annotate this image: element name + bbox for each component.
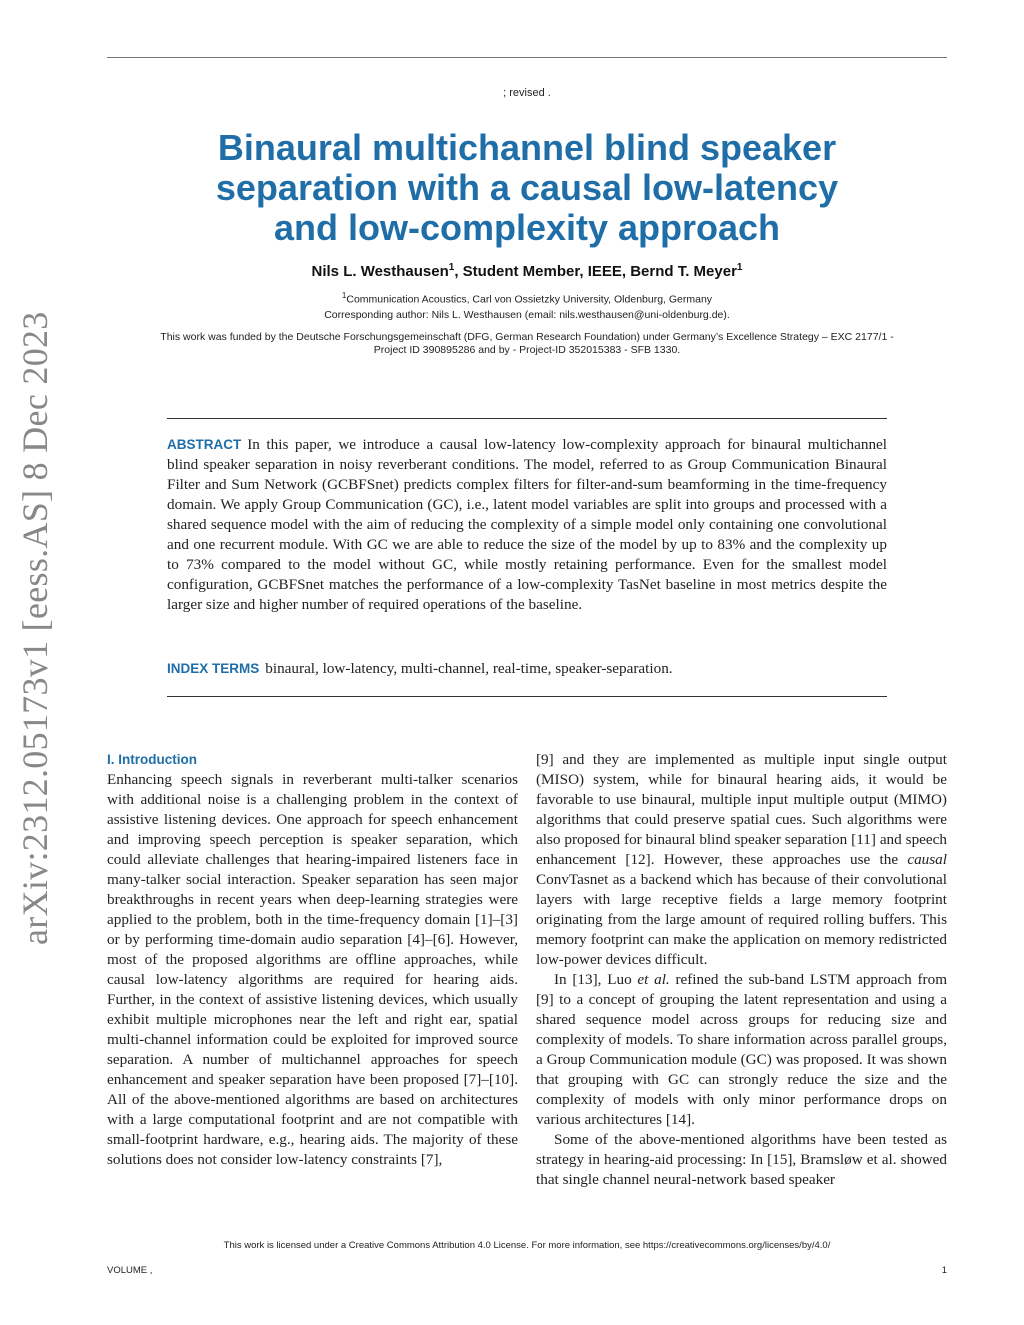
intro-paragraph-1: Enhancing speech signals in reverberant multi-talker scenarios with additional noise is a challenging problem in the context of assistive listening devices. One approach for speech enhancement and improving speech perception is speaker separation, which could alleviate challenges that hearing-impaired listeners face in many-talker social interaction. Speaker separation has seen major breakthroughs in recent years when deep-learning strategies were applied to the problem, both in the time-frequency domain [1]–[3] or by performing time-domain audio separation [4]–[6]. However, most of the proposed algorithms are offline approaches, while causal low-latency algorithms are required for hearing aids. Further, in the context of assistive listening devices, which usually exhibit multiple microphones near the left and right ear, spatial multi-channel information could be exploited for improved source separation. A number of multichannel approaches for speech enhancement and speaker separation have been proposed [7]–[10]. All of the above-mentioned algorithms are based on architectures with a large computational footprint and are not compatible with small-footprint hardware, e.g., hearing aids. The majority of these solutions does not consider low-latency constraints [7], [107, 771, 518, 1168]
emphasis-causal: causal [907, 851, 947, 868]
author-2-affil-mark: 1 [736, 262, 743, 273]
author-1-affil-mark: 1 [448, 262, 455, 273]
arxiv-stamp: arXiv:2312.05173v1 [eess.AS] 8 Dec 2023 [15, 311, 55, 945]
emphasis-et-al: et al. [637, 971, 670, 988]
intro-paragraph-2-b: ConvTasnet as a backend which has because of their convolutional layers with large receptive fields a large memory footprint originating from the large amount of required rolling buffers. This memory footprint can make the application on memory redistricted low-power devices difficult. [536, 871, 947, 968]
paper-title: Binaural multichannel blind speaker separation with a causal low-latency and low-complexity approach [215, 127, 839, 248]
index-terms-label: INDEX TERMS [167, 661, 260, 676]
intro-paragraph-3-a: In [13], Luo [554, 971, 638, 988]
funding-note: This work was funded by the Deutsche Forschungsgemeinschaft (DFG, German Research Foundation) under Germany’s Excellence Strategy – EXC 2177/1 - Project ID 390895286 and by - Project-ID 352015383 - SFB 1330. [160, 331, 894, 356]
author-1-name: Nils L. Westhausen [311, 263, 449, 280]
revision-note: ; revised . [503, 87, 551, 99]
abstract [167, 435, 887, 615]
section-heading-introduction: I. Introduction [107, 752, 197, 767]
intro-paragraph-3-b: refined the sub-band LSTM approach from [9] to a concept of grouping the latent representation and using a shared sequence model across groups for reducing size and complexity of models. To share information across parallel groups, a Group Communication module (GC) was proposed. It was shown that grouping with GC can strongly reduce the size and the complexity of models with only minor performance drops on various architectures [14]. [536, 971, 948, 1128]
intro-paragraph-2 [536, 750, 947, 970]
corresponding-author: Corresponding author: Nils L. Westhausen (email: nils.westhausen@uni-oldenburg.de). [324, 309, 730, 321]
affiliation [160, 289, 894, 307]
volume-label: VOLUME , [107, 1265, 153, 1276]
index-terms-text: binaural, low-latency, multi-channel, real-time, speaker-separation. [265, 660, 673, 677]
abstract-text: In this paper, we introduce a causal low-latency low-complexity approach for binaural multichannel blind speaker separation in noisy reverberant conditions. The model, referred to as Group Communication Binaural Filter and Sum Network (GCBFSnet) predicts complex filters for filter-and-sum beamforming in the time-frequency domain. We apply Group Communication (GC), i.e., latent model variables are split into groups and processed with a shared sequence model with the aim of reducing the complexity of a simple model only containing one convolutional and one recurrent module. With GC we are able to reduce the size of the model by up to 83% and the complexity up to 73% compared to the model without GC, while mostly retaining performance. Even for the smallest model configuration, GCBFSnet matches the performance of a low-complexity TasNet baseline in most metrics despite the larger size and higher number of required operations of the baseline. [167, 436, 887, 613]
affiliation-mark: 1 [341, 291, 347, 300]
page-number: 1 [941, 1265, 947, 1276]
license-note: This work is licensed under a Creative Commons Attribution 4.0 License. For more information, see https://creativecommons.org/licenses/by/4.0/ [223, 1240, 831, 1251]
author-line [0, 262, 1024, 280]
abstract-bottom-rule [167, 696, 887, 697]
author-2-name: , Student Member, IEEE, Bernd T. Meyer [454, 263, 737, 280]
right-column [536, 750, 947, 1190]
abstract-label: ABSTRACT [167, 437, 242, 452]
abstract-top-rule [167, 418, 887, 419]
affiliation-text: Communication Acoustics, Carl von Ossietzky University, Oldenburg, Germany [346, 293, 713, 306]
intro-paragraph-2-a: [9] and they are implemented as multiple input single output (MISO) system, while for binaural hearing aids, it would be favorable to use binaural, multiple input multiple output (MIMO) algorithms that could preserve spatial cues. Such algorithms were also proposed for binaural blind speaker separation [11] and speech enhancement [12]. However, these approaches use the [536, 751, 947, 868]
index-terms [167, 659, 887, 679]
intro-paragraph-4: Some of the above-mentioned algorithms have been tested as strategy in hearing-aid processing: In [15], Bramsløw et al. showed that single channel neural-network based speaker [536, 1131, 947, 1188]
intro-paragraph-3 [536, 970, 947, 1130]
left-column [107, 750, 518, 1170]
top-rule [107, 57, 947, 58]
